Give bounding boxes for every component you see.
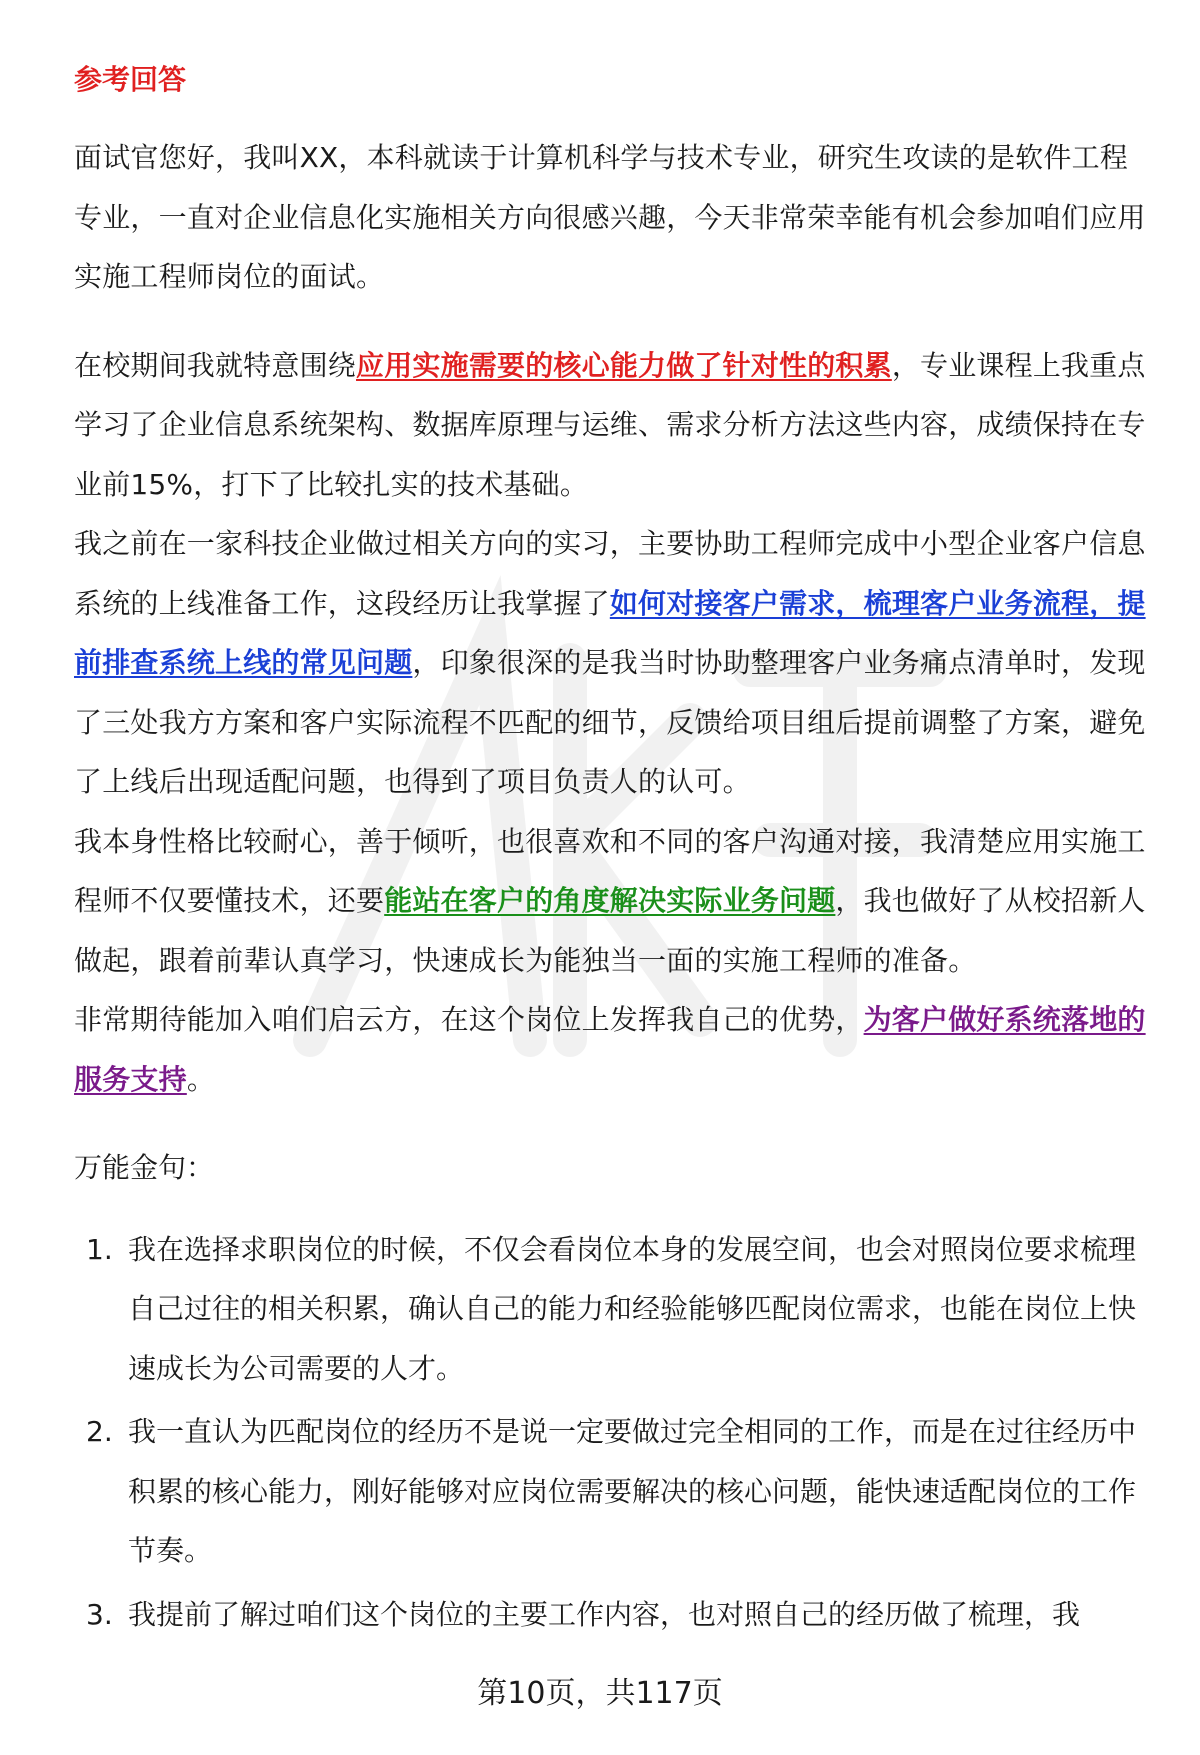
paragraph-gap xyxy=(74,307,1154,336)
highlight-core-ability: 应用实施需要的核心能力做了针对性的积累 xyxy=(356,348,892,382)
main-content xyxy=(74,58,1154,1648)
list-item xyxy=(74,1220,1154,1399)
page-number: 第10页，共117页 xyxy=(477,1676,723,1711)
highlight-customer-needs: 如何对接客户需求，梳理客户业务流程，提前排查系统上线的常见问题 xyxy=(74,586,1146,679)
paragraph-gap xyxy=(74,1109,1154,1138)
intro-paragraph: 面试官您好，我叫XX，本科就读于计算机科学与技术专业，研究生攻读的是软件工程专业，一直对企业信息化实施相关方向很感兴趣，今天非常荣幸能有机会参加咱们应用实施工程师岗位的面试。 xyxy=(74,141,1146,293)
education-paragraph xyxy=(74,336,1154,515)
golden-phrases-heading: 万能金句： xyxy=(74,1151,215,1184)
golden-phrases-list xyxy=(74,1220,1154,1645)
education-text-before: 在校期间我就特意围绕 xyxy=(74,348,357,382)
highlight-service-support: 为客户做好系统落地的服务支持 xyxy=(74,1003,1146,1096)
internship-paragraph xyxy=(74,514,1154,812)
personality-text-before: 我本身性格比较耐心，善于倾听，也很喜欢和不同的客户沟通对接，我清楚应用实施工程师不仅要懂技术，还要 xyxy=(74,824,1146,917)
list-item xyxy=(74,1585,1154,1645)
list-item xyxy=(74,1402,1154,1581)
education-text-after: ，专业课程上我重点学习了企业信息系统架构、数据库原理与运维、需求分析方法这些内容，成绩保持在专业前15%，打下了比较扎实的技术基础。 xyxy=(74,348,1146,501)
list-gap xyxy=(74,1198,1154,1220)
personality-paragraph xyxy=(74,812,1154,991)
list-item-number: 2. xyxy=(86,1415,113,1448)
closing-paragraph xyxy=(74,990,1154,1109)
highlight-customer-perspective: 能站在客户的角度解决实际业务问题 xyxy=(384,884,836,917)
internship-text-before: 我之前在一家科技企业做过相关方向的实习，主要协助工程师完成中小型企业客户信息系统的上线准备工作，这段经历让我掌握了 xyxy=(74,527,1146,620)
list-item-text: 我一直认为匹配岗位的经历不是说一定要做过完全相同的工作，而是在过往经历中积累的核心能力，刚好能够对应岗位需要解决的核心问题，能快速适配岗位的工作节奏。 xyxy=(128,1415,1137,1567)
closing-text-before: 非常期待能加入咱们启云方，在这个岗位上发挥我自己的优势， xyxy=(74,1003,864,1036)
answer-heading: 参考回答 xyxy=(74,63,187,96)
list-item-text: 我在选择求职岗位的时候，不仅会看岗位本身的发展空间，也会对照岗位要求梳理自己过往的相关积累，确认自己的能力和经验能够匹配岗位需求，也能在岗位上快速成长为公司需要的人才。 xyxy=(128,1232,1137,1385)
list-item-text: 我提前了解过咱们这个岗位的主要工作内容，也对照自己的经历做了梳理，我 xyxy=(128,1597,1081,1631)
list-item-number: 3. xyxy=(86,1597,113,1631)
internship-text-after: ，印象很深的是我当时协助整理客户业务痛点清单时，发现了三处我方方案和客户实际流程不匹配的细节，反馈给项目组后提前调整了方案，避免了上线后出现适配问题，也得到了项目负责人的认可。 xyxy=(74,646,1146,798)
personality-text-after: ，我也做好了从校招新人做起，跟着前辈认真学习，快速成长为能独当一面的实施工程师的准备。 xyxy=(74,884,1146,977)
list-item-number: 1. xyxy=(86,1232,113,1266)
closing-text-after: 。 xyxy=(186,1062,216,1096)
